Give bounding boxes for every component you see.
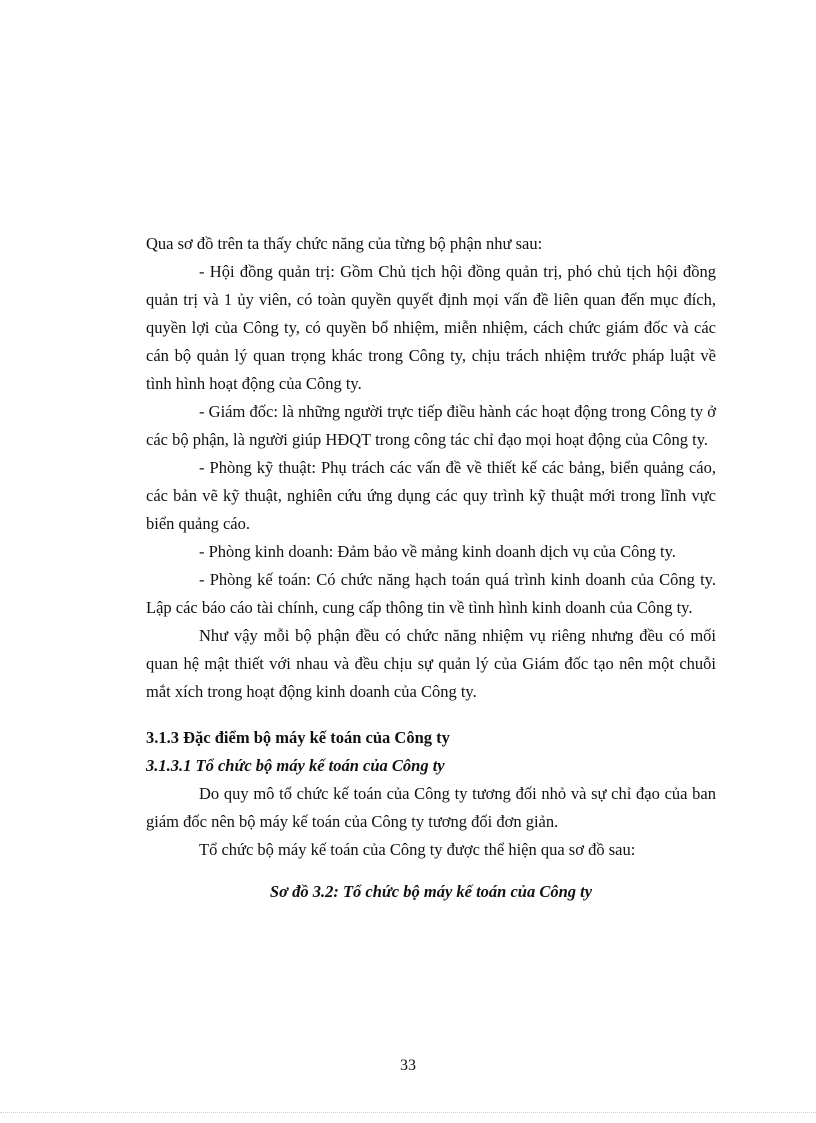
page-body xyxy=(146,230,716,906)
diagram-caption: Sơ đồ 3.2: Tổ chức bộ máy kế toán của Công ty xyxy=(269,882,593,901)
paragraph-director: - Giám đốc: là những người trực tiếp điều hành các hoạt động trong Công ty ở các bộ phận, là người giúp HĐQT trong công tác chỉ đạo mọi hoạt động của Công ty. xyxy=(146,402,716,449)
paragraph-board-of-directors: - Hội đồng quản trị: Gồm Chủ tịch hội đồng quản trị, phó chủ tịch hội đồng quản trị và 1 ủy viên, có toàn quyền quyết định mọi vấn đề liên quan đến mục đích, quyền lợi của Công ty, có quyền bổ nhiệm, miễn nhiệm, cách chức giám đốc và các cán bộ quản lý quan trọng khác trong Công ty, chịu trách nhiệm trước pháp luật về tình hình hoạt động của Công ty. xyxy=(146,262,716,393)
subsection-heading: 3.1.3.1 Tổ chức bộ máy kế toán của Công ty xyxy=(146,756,445,775)
paragraph-technical-dept: - Phòng kỹ thuật: Phụ trách các vấn đề về thiết kế các bảng, biển quảng cáo, các bản vẽ kỹ thuật, nghiên cứu ứng dụng các quy trình kỹ thuật mới trong lĩnh vực biển quảng cáo. xyxy=(146,458,716,533)
paragraph-accounting-dept: - Phòng kế toán: Có chức năng hạch toán quá trình kinh doanh của Công ty. Lập các báo cáo tài chính, cung cấp thông tin về tình hình kinh doanh của Công ty. xyxy=(146,570,716,617)
paragraph-summary: Như vậy mỗi bộ phận đều có chức năng nhiệm vụ riêng nhưng đều có mối quan hệ mật thiết với nhau và đều chịu sự quản lý của Giám đốc tạo nên một chuỗi mắt xích trong hoạt động kinh doanh của Công ty. xyxy=(146,626,716,701)
paragraph-business-dept: - Phòng kinh doanh: Đảm bảo về mảng kinh doanh dịch vụ của Công ty. xyxy=(199,542,676,561)
intro-paragraph: Qua sơ đồ trên ta thấy chức năng của từng bộ phận như sau: xyxy=(146,234,543,253)
page-bottom-divider xyxy=(0,1112,816,1113)
page-number: 33 xyxy=(400,1057,416,1074)
section-heading: 3.1.3 Đặc điểm bộ máy kế toán của Công ty xyxy=(146,728,450,747)
paragraph-diagram-intro: Tổ chức bộ máy kế toán của Công ty được thể hiện qua sơ đồ sau: xyxy=(199,840,636,859)
paragraph-accounting-scale: Do quy mô tổ chức kế toán của Công ty tương đối nhỏ và sự chỉ đạo của ban giám đốc nên bộ máy kế toán của Công ty tương đối đơn giản. xyxy=(146,784,716,831)
